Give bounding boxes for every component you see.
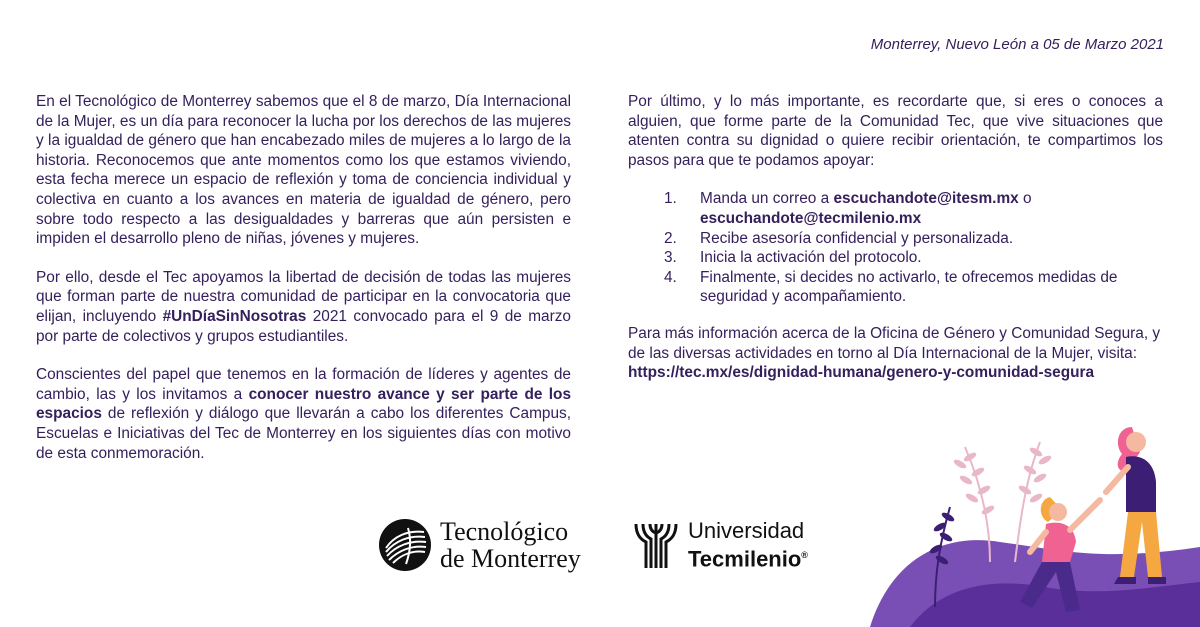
email-link-tecmilenio[interactable]: escuchandote@tecmilenio.mx bbox=[700, 209, 922, 227]
step-number: 1. bbox=[664, 190, 677, 208]
support-text-b: 2021 convocado para el 9 de marzo por parte de colectivos y grupos estudiantiles. bbox=[36, 307, 571, 345]
tecmilenio-logo bbox=[632, 516, 808, 574]
info-url-link[interactable]: https://tec.mx/es/dignidad-humana/genero-y-comunidad-segura bbox=[628, 364, 1095, 382]
step-item bbox=[628, 268, 1163, 307]
invitation-highlight: conocer nuestro avance y ser parte de los espacios bbox=[36, 385, 571, 423]
tecmilenio-logo-line1: Universidad bbox=[688, 518, 805, 544]
step-item bbox=[628, 229, 1163, 249]
email-link-itesm[interactable]: escuchandote@itesm.mx bbox=[833, 190, 1019, 208]
hashtag: #UnDíaSinNosotras bbox=[162, 307, 307, 325]
step-text: Inicia la activación del protocolo. bbox=[700, 249, 922, 267]
step-number: 2. bbox=[664, 229, 677, 247]
step-text: Finalmente, si decides no activarlo, te ofrecemos medidas de seguridad y acompañamiento. bbox=[700, 268, 1118, 306]
more-info-text: Para más información acerca de la Oficina de Género y Comunidad Segura, y de las diversas actividades en torno al Día Internacional de la Mujer, visita: bbox=[628, 324, 1161, 362]
step-text: Recibe asesoría confidencial y personalizada. bbox=[700, 229, 1014, 247]
step-item bbox=[628, 248, 1163, 268]
step-item bbox=[628, 189, 1163, 228]
support-text-a: Por ello, desde el Tec apoyamos la libertad de decisión de todas las mujeres que forman parte de nuestra comunidad de participar en la convocatoria que elijan, incluyendo bbox=[36, 268, 571, 325]
tec-logo-line2: de Monterrey bbox=[440, 544, 581, 573]
paragraph-support bbox=[36, 268, 571, 346]
step-number: 3. bbox=[664, 249, 677, 267]
paragraph-help-intro: Por último, y lo más importante, es recordarte que, si eres o conoces a alguien, que forme parte de la Comunidad Tec, que vive situaciones que atenten contra su dignidad o quiere recibir orientación, te compartimos los pasos para que te podamos apoyar: bbox=[628, 93, 1163, 169]
paragraph-invitation bbox=[36, 365, 571, 463]
tecmilenio-logo-line2: Tecmilenio® bbox=[688, 546, 808, 572]
paragraph-intro: En el Tecnológico de Monterrey sabemos que el 8 de marzo, Día Internacional de la Mujer, es un día para reconocer la lucha por los derechos de las mujeres y la igualdad de género que han encabezado miles de mujeres a lo largo de la historia. Reconocemos que ante momentos como los que estamos viviendo, esta fecha merece un espacio de reflexión y toma de conciencia individual y colectiva en cuanto a los avances en materia de igualdad de género, pero sobre todo respecto a las desigualdades y barreras que aún persisten e impiden el desarrollo pleno de niñas, jóvenes y mujeres. bbox=[36, 93, 571, 248]
tec-seal-icon bbox=[378, 518, 432, 572]
step-number: 4. bbox=[664, 268, 677, 286]
step-text: Manda un correo a escuchandote@itesm.mx o escuchandote@tecmilenio.mx bbox=[700, 190, 1032, 227]
tec-logo-line1: Tecnológico bbox=[440, 517, 569, 546]
tec-monterrey-logo bbox=[378, 516, 581, 574]
women-illustration bbox=[870, 412, 1200, 627]
paragraph-more-info bbox=[628, 324, 1163, 383]
tecmilenio-arches-icon bbox=[632, 520, 680, 570]
dateline: Monterrey, Nuevo León a 05 de Marzo 2021 bbox=[870, 36, 1164, 53]
invitation-text-a: Conscientes del papel que tenemos en la formación de líderes y agentes de cambio, las y los invitamos a bbox=[36, 366, 571, 403]
left-column bbox=[36, 92, 571, 482]
steps-list bbox=[628, 189, 1163, 307]
invitation-text-b: de reflexión y diálogo que llevarán a cabo los diferentes Campus, Escuelas e Iniciativas del Tec de Monterrey en los siguientes días con motivo de esta conmemoración. bbox=[36, 405, 571, 462]
registered-mark: ® bbox=[801, 550, 808, 561]
right-column bbox=[628, 92, 1163, 402]
